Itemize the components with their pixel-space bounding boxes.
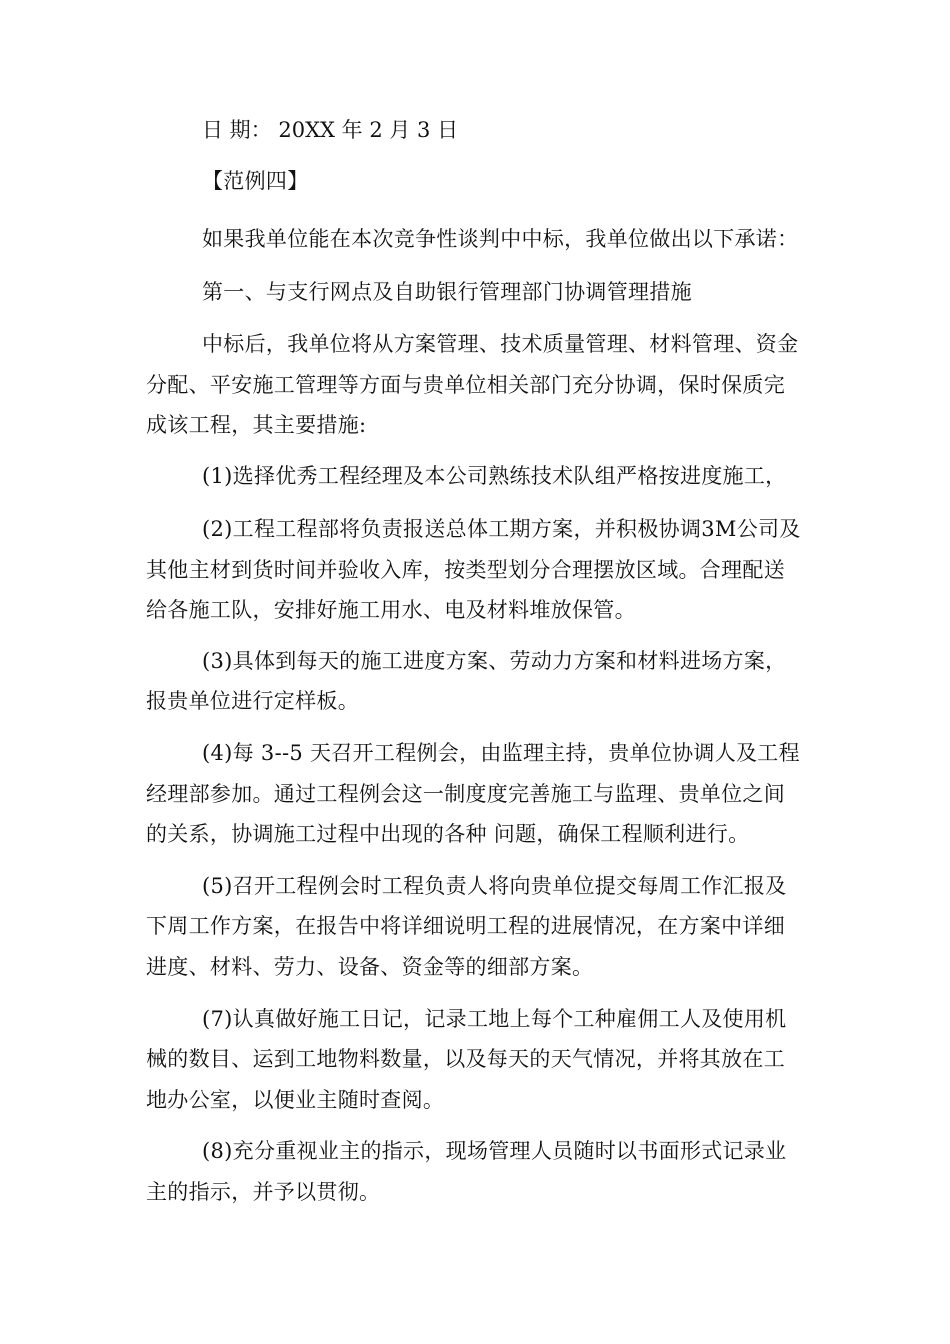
paragraph-line: (1)选择优秀工程经理及本公司熟练技术队组严格按进度施工， — [202, 464, 787, 488]
date-line: 日 期： 20XX 年 2 月 3 日 — [202, 118, 459, 142]
paragraph-line: (2)工程工程部将负责报送总体工期方案，并积极协调3M公司及 — [202, 517, 801, 541]
paragraph-line: 成该工程，其主要措施: — [146, 413, 367, 437]
paragraph-line: (5)召开工程例会时工程负责人将向贵单位提交每周工作汇报及 — [202, 874, 787, 898]
paragraph-line: 械的数目、运到工地物料数量，以及每天的天气情况，并将其放在工 — [146, 1047, 785, 1071]
section-title: 第一、与支行网点及自助银行管理部门协调管理措施 — [202, 280, 692, 304]
paragraph-line: (4)每 3--5 天召开工程例会，由监理主持，贵单位协调人及工程 — [202, 741, 800, 765]
paragraph-line: 地办公室，以便业主随时查阅。 — [146, 1088, 445, 1112]
paragraph-line: 下周工作方案，在报告中将详细说明工程的进展情况，在方案中详细 — [146, 914, 785, 938]
paragraph-line: (8)充分重视业主的指示，现场管理人员随时以书面形式记录业 — [202, 1139, 787, 1163]
paragraph-line: 分配、平安施工管理等方面与贵单位相关部门充分协调，保时保质完 — [146, 373, 785, 397]
paragraph-line: 进度、材料、劳力、设备、资金等的细部方案。 — [146, 955, 594, 979]
paragraph-line: (3)具体到每天的施工进度方案、劳动力方案和材料进场方案， — [202, 649, 787, 673]
paragraph-line: 经理部参加。通过工程例会这一制度度完善施工与监理、贵单位之间 — [146, 782, 785, 806]
paragraph-line: 其他主材到货时间并验收入库，按类型划分合理摆放区域。合理配送 — [146, 558, 785, 582]
example-heading: 【范例四】 — [202, 169, 309, 193]
paragraph-line: (7)认真做好施工日记，记录工地上每个工种雇佣工人及使用机 — [202, 1007, 787, 1031]
paragraph-line: 中标后，我单位将从方案管理、技术质量管理、材料管理、资金 — [202, 332, 799, 356]
paragraph-line: 主的指示，并予以贯彻。 — [146, 1180, 381, 1204]
paragraph-line: 报贵单位进行定样板。 — [146, 689, 359, 713]
intro-text: 如果我单位能在本次竞争性谈判中中标，我单位做出以下承诺： — [202, 227, 799, 251]
paragraph-line: 给各施工队，安排好施工用水、电及材料堆放保管。 — [146, 598, 636, 622]
paragraph-line: 的关系，协调施工过程中出现的各种 问题，确保工程顺利进行。 — [146, 822, 750, 846]
